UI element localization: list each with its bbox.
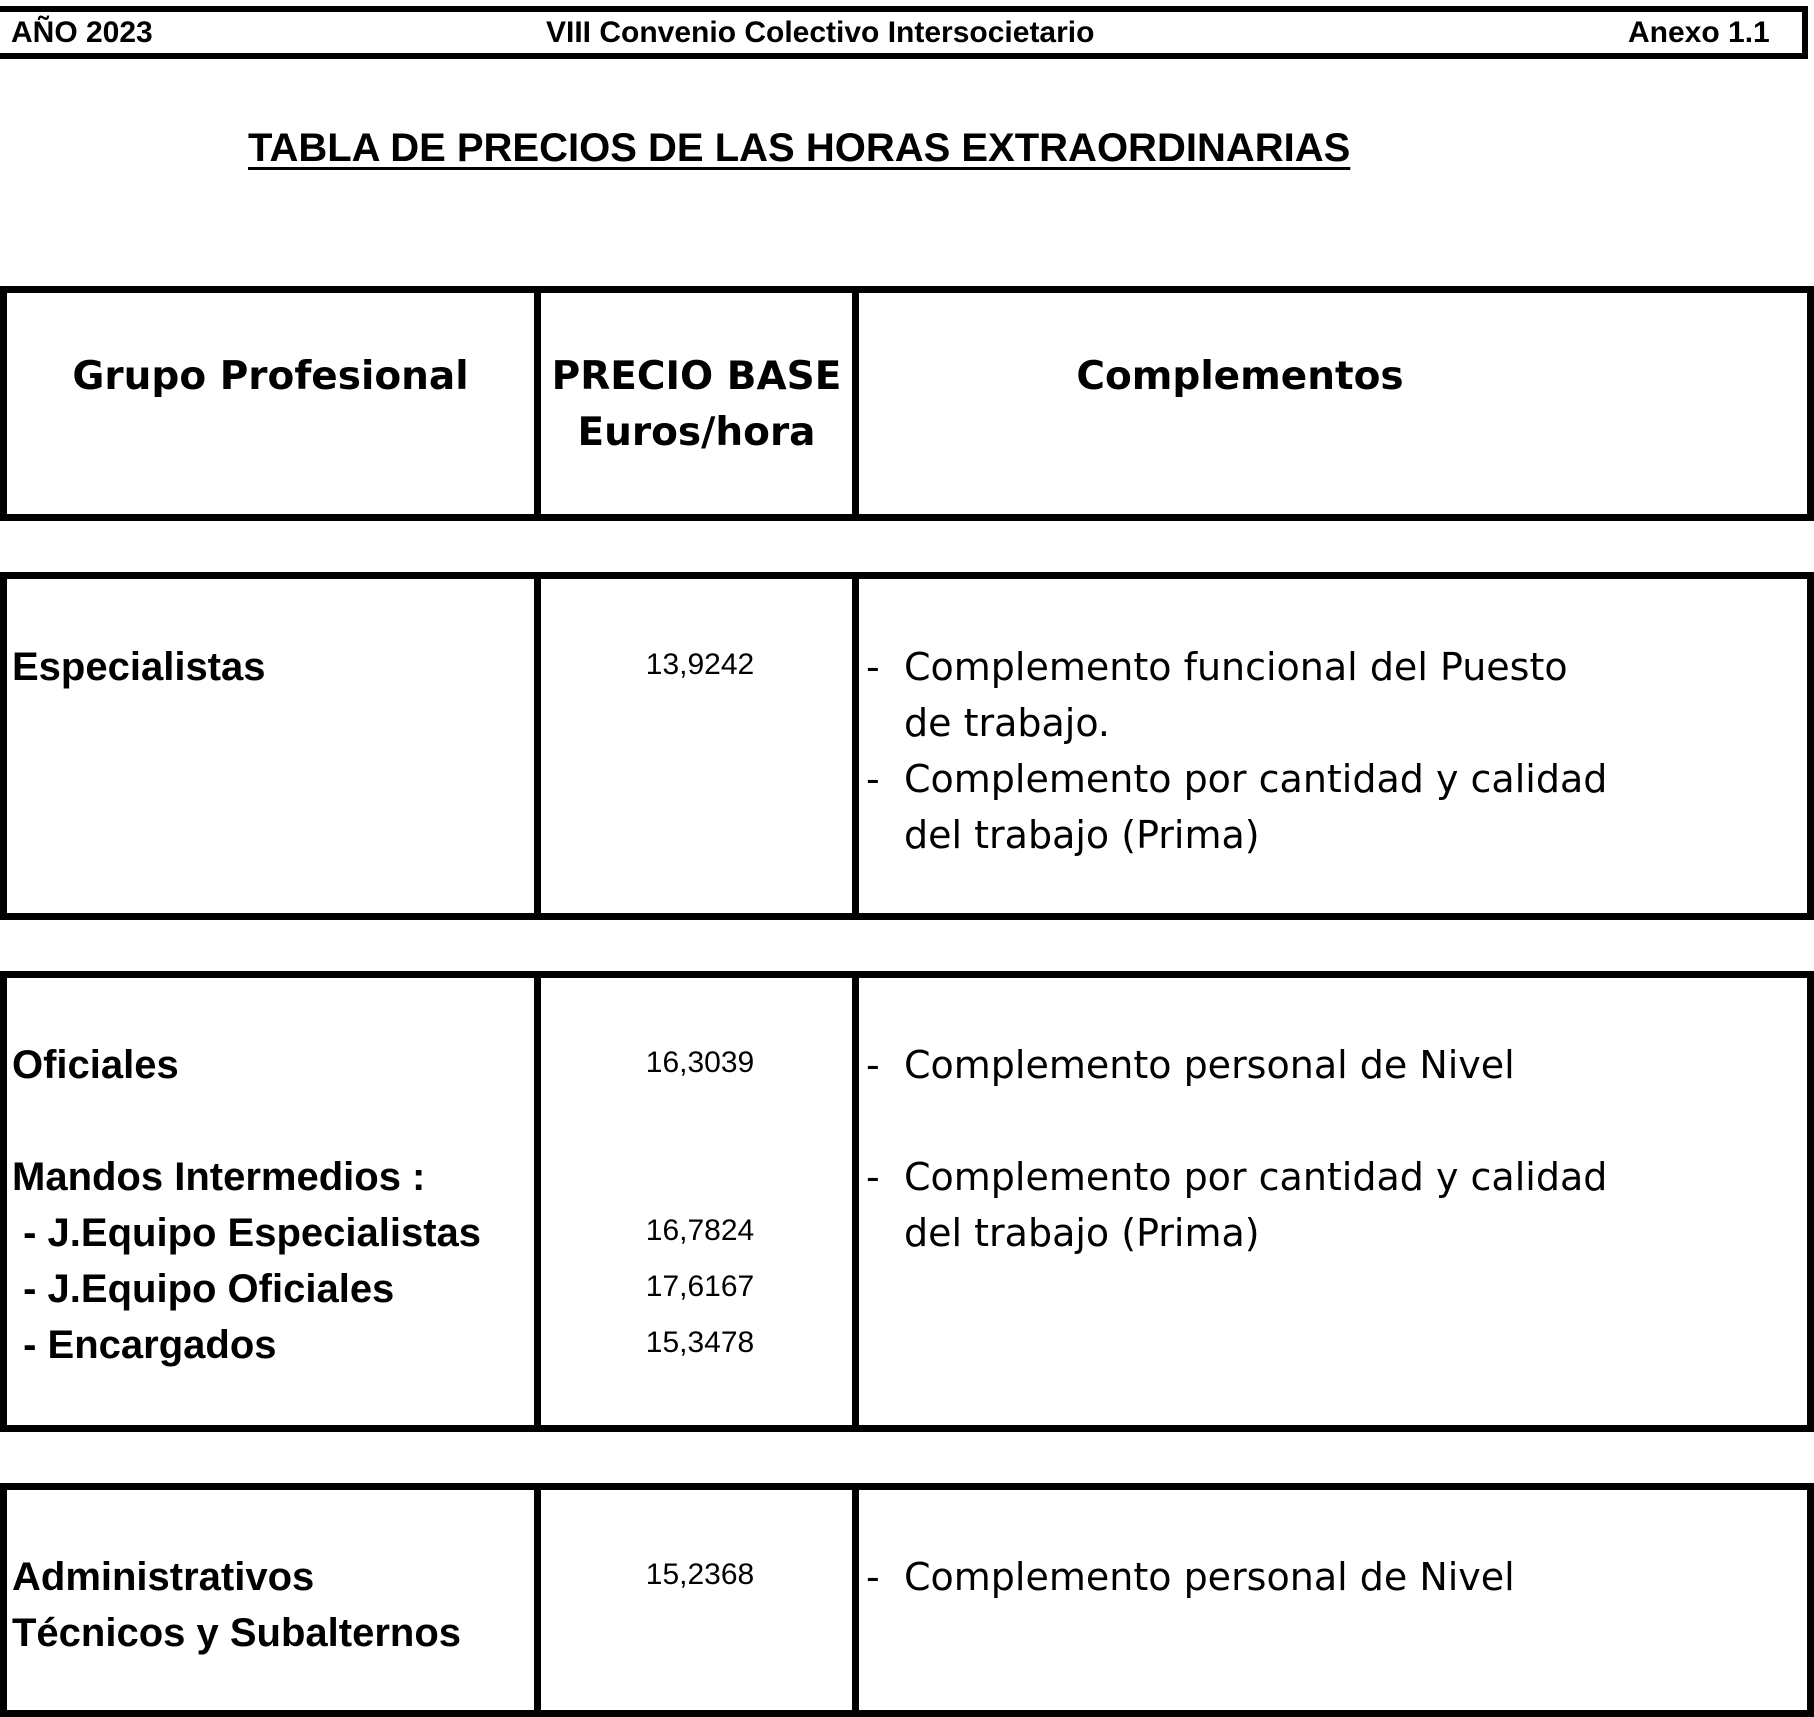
table-right-border [1807, 293, 1814, 514]
section-oficiales [0, 971, 1814, 1432]
subgroup-encargados: - Encargados [12, 1323, 277, 1367]
column-divider [534, 978, 541, 1425]
table-right-border [1807, 978, 1814, 1425]
group-tecnicos-subalternos: Técnicos y Subalternos [12, 1611, 462, 1655]
column-header-complementos: Complementos [1076, 354, 1404, 399]
column-header-precio-line1: PRECIO BASE [551, 354, 842, 399]
column-divider [852, 293, 859, 514]
column-divider [534, 1490, 541, 1710]
header-year: AÑO 2023 [11, 16, 153, 49]
price-encargados: 15,3478 [645, 1326, 755, 1359]
price-especialistas: 13,9242 [645, 648, 755, 681]
group-administrativos: Administrativos [12, 1555, 315, 1599]
section-especialistas [0, 572, 1814, 920]
complement-line: de trabajo. [904, 701, 1111, 745]
column-divider [534, 293, 541, 514]
complement-line: - Complemento por cantidad y calidad [866, 757, 1608, 801]
group-mandos-intermedios: Mandos Intermedios : [12, 1155, 426, 1199]
table-header [0, 286, 1814, 521]
table-left-border [0, 978, 7, 1425]
header-agreement: VIII Convenio Colectivo Intersocietario [546, 16, 1095, 49]
subgroup-j-equipo-oficiales: - J.Equipo Oficiales [12, 1267, 395, 1311]
complement-line: - Complemento personal de Nivel [866, 1555, 1515, 1599]
column-divider [534, 579, 541, 913]
header-annex: Anexo 1.1 [1628, 16, 1770, 49]
column-header-grupo: Grupo Profesional [72, 354, 469, 399]
table-right-border [1807, 579, 1814, 913]
price-oficiales: 16,3039 [645, 1046, 755, 1079]
table-left-border [0, 1490, 7, 1710]
complement-line: - Complemento por cantidad y calidad [866, 1155, 1608, 1199]
price-j-equipo-oficiales: 17,6167 [645, 1270, 755, 1303]
complement-line: del trabajo (Prima) [904, 1211, 1260, 1255]
price-j-equipo-especialistas: 16,7824 [645, 1214, 755, 1247]
table-left-border [0, 579, 7, 913]
price-administrativos: 15,2368 [645, 1558, 755, 1591]
page-title: TABLA DE PRECIOS DE LAS HORAS EXTRAORDINARIAS [248, 126, 1351, 170]
column-header-precio-line2: Euros/hora [577, 410, 816, 455]
complement-line: del trabajo (Prima) [904, 813, 1260, 857]
subgroup-j-equipo-especialistas: - J.Equipo Especialistas [12, 1211, 482, 1255]
column-divider [852, 579, 859, 913]
table-right-border [1807, 1490, 1814, 1710]
table-left-border [0, 293, 7, 514]
complement-line: - Complemento funcional del Puesto [866, 645, 1568, 689]
complement-line: - Complemento personal de Nivel [866, 1043, 1515, 1087]
group-oficiales: Oficiales [12, 1043, 179, 1087]
group-especialistas: Especialistas [12, 645, 266, 689]
section-administrativos [0, 1483, 1814, 1717]
